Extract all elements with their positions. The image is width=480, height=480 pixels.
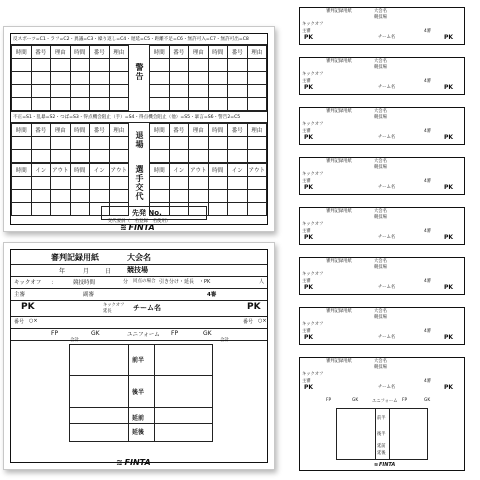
col-reason: 理由 [109,124,129,137]
col-time: 時間 [208,46,228,59]
mini-pk-left: PK [304,234,314,241]
col-time: 時間 [150,124,170,137]
mini-pk-right: PK [444,384,454,391]
mini-pk-right: PK [444,284,454,291]
mini-second-half: 後半 [377,432,386,437]
sendoff-table [11,123,129,163]
col-number: 番号 [31,124,51,137]
col-time: 時間 [12,46,32,59]
mini-pk-left: PK [304,134,314,141]
mini-kickoff: キックオフ [302,272,324,277]
mini-venue: 競技場 [374,215,387,220]
mini-team: チーム名 [378,35,396,40]
mini-team: チーム名 [378,135,396,140]
gk-left-label: GK [91,330,100,337]
pk-option-label: ・PK [199,279,211,285]
mini-pk-right: PK [444,234,454,241]
starting-number-label: 先発 No. [132,209,162,217]
mini-sheet-7 [296,304,468,348]
mini-tournament: 大会名 [374,309,387,314]
col-reason: 理由 [109,46,129,59]
col-number: 番号 [90,46,110,59]
mini-venue: 競技場 [374,15,387,20]
col-number: 番号 [228,124,248,137]
mini-fp-left: FP [326,398,332,403]
col-number: 番号 [228,46,248,59]
col-number: 番号 [169,46,189,59]
section-sendoff-label: 退場 [135,131,144,149]
first-half-label: 前半 [132,357,145,364]
mini-pk-left: PK [304,184,314,191]
minutes-label: 分 [123,279,129,285]
mini-gk-left: GK [352,398,359,403]
caution-table [11,45,129,111]
mini-pk-right: PK [444,84,454,91]
mini-tournament: 大会名 [374,159,387,164]
mini-fourth: 4審 [424,279,432,284]
mini-sheet-2 [296,54,468,98]
brand-logo [120,223,155,232]
mini-pk-right: PK [444,34,454,41]
mini-sheet-1 [296,4,468,48]
col-reason: 理由 [247,46,267,59]
mini-fourth: 4審 [424,379,432,384]
kickoff-colon: ： [51,280,57,286]
mini-kickoff: キックオフ [302,72,324,77]
uniform-label: ユニフォーム [127,332,160,338]
substitution-label-cell [129,163,149,211]
col-time: 時間 [70,46,90,59]
mini-pk-left: PK [304,384,314,391]
number-right-label: 番号 [243,319,254,325]
brand-logo [374,462,395,468]
mini-fourth: 4審 [424,179,432,184]
brand-name: FINTA [124,458,151,467]
mini-sheet-full [296,354,468,474]
sendoff-codes: 不正=S1・乱暴=S2・つば=S3・得点機会阻止（手）=S4・得点機会阻止（他）=S5・暴言=S6・警告2=C5 [11,111,267,123]
substitutes-footnote: 交代要員（ 名登録 名使用） [107,219,171,224]
mini-tournament: 大会名 [374,59,387,64]
tournament-label: 大会名 [127,253,151,262]
month-label: 月 [83,268,90,275]
mini-kickoff: キックオフ [302,122,324,127]
mini-fourth: 4審 [424,229,432,234]
mini-pk-right: PK [444,184,454,191]
number-left-label: 番号 [14,319,25,325]
mini-venue: 競技場 [374,165,387,170]
mini-pk-left: PK [304,284,314,291]
mini-venue: 競技場 [374,115,387,120]
mini-sheet-4 [296,154,468,198]
mini-fp-right: FP [402,398,408,403]
mini-gk-right: GK [424,398,431,403]
col-number: 番号 [31,46,51,59]
total-right: 合計 [220,338,229,343]
col-time: 時間 [70,164,90,177]
col-in: イン [169,164,189,177]
mini-referee: 主審 [302,179,311,184]
mini-venue: 競技場 [374,365,387,370]
mini-kickoff: キックオフ [302,222,324,227]
kickoff-extension-label: キックオフ 延長 [103,303,125,314]
section-substitution-label: 選手交代 [135,165,144,201]
col-in: イン [228,164,248,177]
mini-sheet-3 [296,104,468,148]
mini-sheet-5 [296,204,468,248]
fourth-official-label: 4審 [207,292,217,298]
mini-kickoff: キックオフ [302,172,324,177]
pk-left-label: PK [21,302,35,312]
brand-mark-icon: ≋ [120,223,126,232]
persons-label: 人 [259,279,265,285]
mini-referee: 主審 [302,329,311,334]
starting-number-row [101,206,207,220]
mini-title: 審判記録用紙 [326,259,352,264]
team-name-label: チーム名 [133,304,161,312]
mini-fourth: 4審 [424,29,432,34]
referee-label: 主審 [14,292,26,298]
mini-referee: 主審 [302,279,311,284]
col-reason: 理由 [189,124,209,137]
col-in: イン [90,164,110,177]
tiebreak-label: 同点の場合 [133,279,156,284]
mini-pk-left: PK [304,334,314,341]
mini-pk-left: PK [304,34,314,41]
mini-team: チーム名 [378,235,396,240]
col-time: 時間 [150,164,170,177]
sendoff-table-right [149,123,267,163]
col-number: 番号 [169,124,189,137]
record-title: 審判記録用紙 [51,253,99,262]
mini-referee: 主審 [302,379,311,384]
circle-x-left: ○× [29,318,38,324]
mini-team: チーム名 [378,285,396,290]
mini-first-half: 前半 [377,416,386,421]
total-left: 合計 [70,338,79,343]
col-reason: 理由 [189,46,209,59]
mini-referee: 主審 [302,129,311,134]
brand-name: FINTA [128,223,155,232]
score-area [69,338,229,442]
mini-title: 審判記録用紙 [326,159,352,164]
mini-team: チーム名 [378,85,396,90]
mini-title: 審判記録用紙 [326,9,352,14]
ext-first-label: 延前 [132,415,145,422]
mini-venue: 競技場 [374,315,387,320]
pk-right-label: PK [247,302,261,312]
second-half-label: 後半 [132,389,145,396]
circle-x-right: ○× [258,318,267,324]
col-time: 時間 [12,164,32,177]
mini-title: 審判記録用紙 [326,309,352,314]
brand-mark-icon: ≋ [116,458,122,467]
mini-venue: 競技場 [374,265,387,270]
fp-left-label: FP [51,330,59,337]
mini-score-area [336,408,428,460]
mini-team: チーム名 [378,335,396,340]
mini-fourth: 4審 [424,129,432,134]
brand-name: FINTA [378,462,396,468]
mini-sheet-6 [296,254,468,298]
col-out: アウト [109,164,129,177]
mini-pk-right: PK [444,334,454,341]
caution-sheet-frame [10,33,268,225]
col-in: イン [31,164,51,177]
ext-second-label: 延後 [132,429,145,436]
mini-tournament: 大会名 [374,109,387,114]
brand-mark-icon: ≋ [374,462,378,468]
kickoff-label: キックオフ [14,280,42,286]
caution-table-right [149,45,267,111]
mini-referee: 主審 [302,79,311,84]
brand-logo [116,458,151,467]
mini-fourth: 4審 [424,79,432,84]
assistant-label: 副審 [83,292,95,298]
mini-title: 審判記録用紙 [326,59,352,64]
mini-pk-right: PK [444,134,454,141]
section-caution-label: 警告 [135,63,144,81]
col-reason: 理由 [51,46,71,59]
venue-label: 競技場 [127,266,148,274]
mini-tournament: 大会名 [374,209,387,214]
col-reason: 理由 [247,124,267,137]
mini-kickoff: キックオフ [302,372,324,377]
mini-fourth: 4審 [424,329,432,334]
mini-team: チーム名 [378,185,396,190]
mini-kickoff: キックオフ [302,322,324,327]
fp-right-label: FP [171,330,179,337]
mini-venue: 競技場 [374,65,387,70]
col-reason: 理由 [51,124,71,137]
record-sheet [3,242,275,470]
sendoff-label-cell [129,123,149,159]
mini-tournament: 大会名 [374,9,387,14]
mini-uniform: ユニフォーム [372,399,398,404]
mini-team: チーム名 [378,385,396,390]
col-time: 時間 [208,124,228,137]
mini-ext-first: 延前 [377,444,386,449]
mini-referee: 主審 [302,229,311,234]
mini-title: 審判記録用紙 [326,209,352,214]
col-out: アウト [189,164,209,177]
mini-title: 審判記録用紙 [326,109,352,114]
match-time-label: 競技時間 [73,280,96,286]
day-label: 日 [105,268,112,275]
col-out: アウト [247,164,267,177]
col-number: 番号 [90,124,110,137]
year-label: 年 [59,268,66,275]
mini-referee: 主審 [302,29,311,34]
record-sheet-frame [10,249,268,463]
caution-codes: 反スポーツ=C1・ラフ=C2・異議=C3・繰り返し=C4・遅延=C5・距離不足=C6・無許可入=C7・無許可出=C8 [11,34,267,45]
gk-right-label: GK [203,330,212,337]
mini-pk-left: PK [304,84,314,91]
mini-ext-second: 延後 [377,451,386,456]
mini-kickoff: キックオフ [302,22,324,27]
col-time: 時間 [12,124,32,137]
extension-label: 引き分け・延長 [159,279,195,285]
caution-sheet [3,26,275,232]
col-time: 時間 [70,124,90,137]
caution-label-cell [129,45,149,105]
mini-tournament: 大会名 [374,359,387,364]
mini-tournament: 大会名 [374,259,387,264]
col-time: 時間 [150,46,170,59]
mini-title: 審判記録用紙 [326,359,352,364]
col-out: アウト [51,164,71,177]
col-time: 時間 [208,164,228,177]
